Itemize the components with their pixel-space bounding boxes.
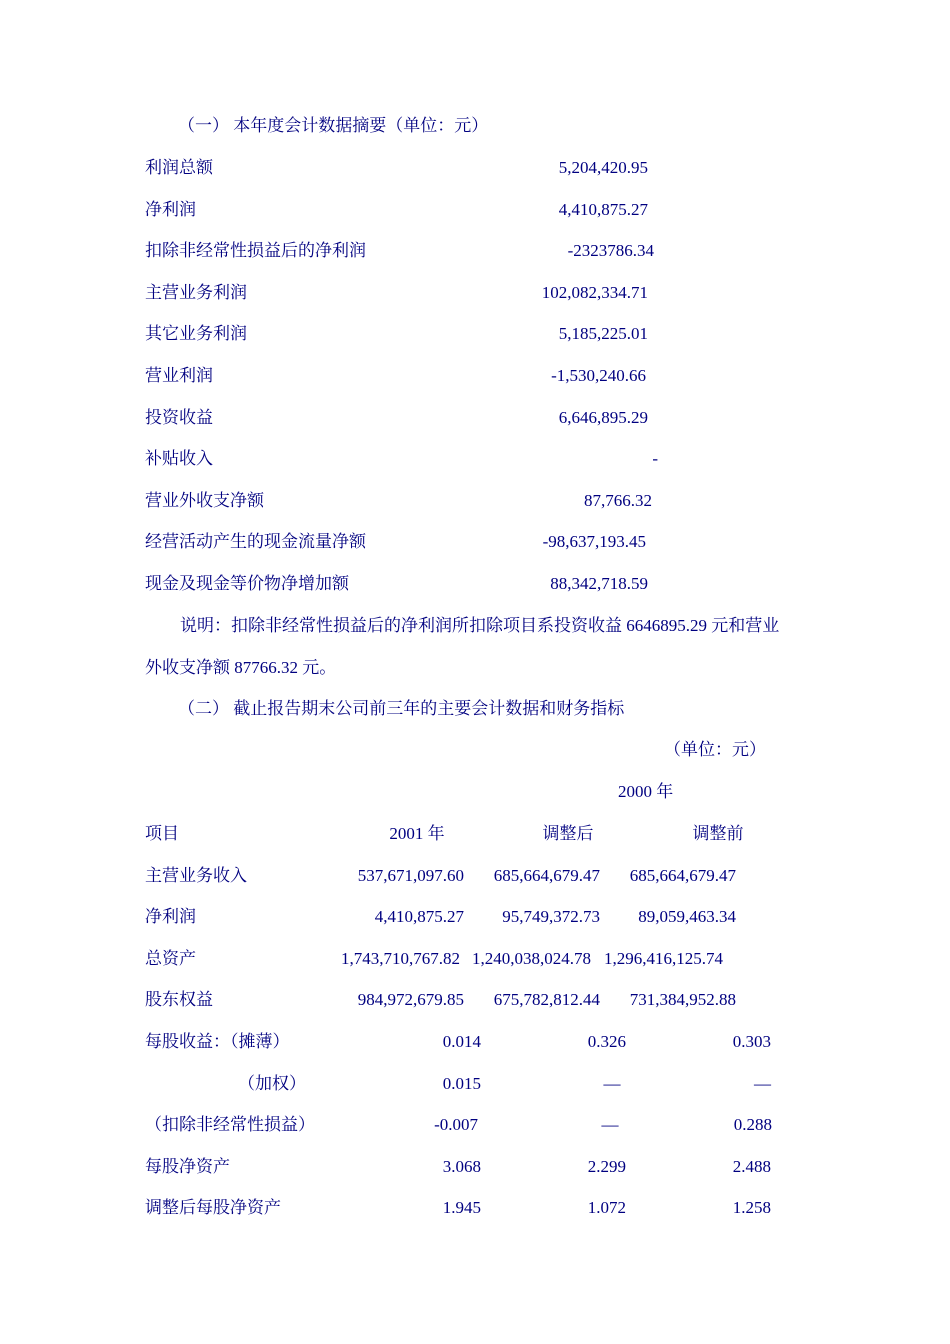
summary-value: 5,185,225.01 [558, 324, 648, 343]
summary-label: 营业外收支净额 [145, 491, 264, 510]
row-value: 984,972,679.85 [357, 990, 464, 1009]
year-group-header: 2000 年 [618, 782, 674, 801]
row-value: 1.945 [442, 1198, 481, 1217]
summary-value: 102,082,334.71 [541, 283, 648, 302]
row-value: 0.015 [442, 1074, 481, 1093]
row-label: 股东权益 [145, 990, 213, 1009]
row-value: -0.007 [434, 1115, 478, 1134]
row-value: 0.288 [733, 1115, 772, 1134]
row-value: 1,296,416,125.74 [604, 949, 723, 968]
summary-label: 扣除非经常性损益后的净利润 [145, 241, 366, 260]
summary-label: 现金及现金等价物净增加额 [145, 574, 349, 593]
summary-label: 其它业务利润 [145, 324, 247, 343]
header-col: 调整前 [692, 824, 744, 843]
summary-value: 4,410,875.27 [558, 200, 648, 219]
row-label: 每股收益：（摊薄） [145, 1032, 290, 1051]
row-value: 95,749,372.73 [502, 907, 600, 926]
summary-label: 主营业务利润 [145, 283, 247, 302]
summary-label: 经营活动产生的现金流量净额 [145, 532, 366, 551]
row-label: 总资产 [145, 949, 196, 968]
row-value: — [603, 1074, 621, 1093]
section1-heading: （一） 本年度会计数据摘要（单位：元） [178, 116, 489, 135]
row-value: 2.488 [732, 1157, 771, 1176]
row-value: — [601, 1115, 619, 1134]
row-value: 2.299 [587, 1157, 626, 1176]
row-value: 3.068 [442, 1157, 481, 1176]
row-value: 1.258 [732, 1198, 771, 1217]
row-value: 1,240,038,024.78 [472, 949, 591, 968]
summary-value: 87,766.32 [584, 491, 652, 510]
summary-value: -2323786.34 [567, 241, 654, 260]
summary-value: - [652, 449, 658, 468]
row-value: 537,671,097.60 [357, 866, 464, 885]
row-value: 685,664,679.47 [629, 866, 736, 885]
note-line: 外收支净额 87766.32 元。 [145, 658, 337, 677]
row-label: 调整后每股净资产 [145, 1198, 281, 1217]
summary-label: 补贴收入 [145, 449, 213, 468]
row-label: 净利润 [145, 907, 196, 926]
section2-heading: （二） 截止报告期末公司前三年的主要会计数据和财务指标 [178, 699, 625, 718]
row-label: （加权） [238, 1074, 306, 1093]
row-value: 685,664,679.47 [493, 866, 600, 885]
row-value: 4,410,875.27 [374, 907, 464, 926]
header-col: 调整后 [542, 824, 594, 843]
summary-label: 净利润 [145, 200, 196, 219]
row-value: 89,059,463.34 [638, 907, 736, 926]
summary-value: -98,637,193.45 [542, 532, 646, 551]
summary-value: 5,204,420.95 [558, 158, 648, 177]
header-col: 2001 年 [389, 824, 445, 843]
row-value: 0.326 [587, 1032, 626, 1051]
row-value: — [754, 1074, 771, 1093]
note-line: 说明：扣除非经常性损益后的净利润所扣除项目系投资收益 6646895.29 元和营业 [180, 616, 780, 635]
summary-label: 投资收益 [145, 408, 213, 427]
row-label: 主营业务收入 [145, 866, 247, 885]
row-value: 0.014 [442, 1032, 481, 1051]
row-value: 0.303 [732, 1032, 771, 1051]
summary-value: -1,530,240.66 [551, 366, 646, 385]
row-value: 1.072 [587, 1198, 626, 1217]
unit-note: （单位：元） [664, 740, 766, 759]
row-value: 675,782,812.44 [493, 990, 600, 1009]
row-label: 每股净资产 [145, 1157, 230, 1176]
row-value: 731,384,952.88 [629, 990, 736, 1009]
summary-label: 利润总额 [145, 158, 213, 177]
row-value: 1,743,710,767.82 [341, 949, 460, 968]
summary-label: 营业利润 [145, 366, 213, 385]
summary-value: 6,646,895.29 [558, 408, 648, 427]
header-item: 项目 [145, 824, 179, 843]
summary-value: 88,342,718.59 [550, 574, 648, 593]
row-label: （扣除非经常性损益） [145, 1115, 315, 1134]
